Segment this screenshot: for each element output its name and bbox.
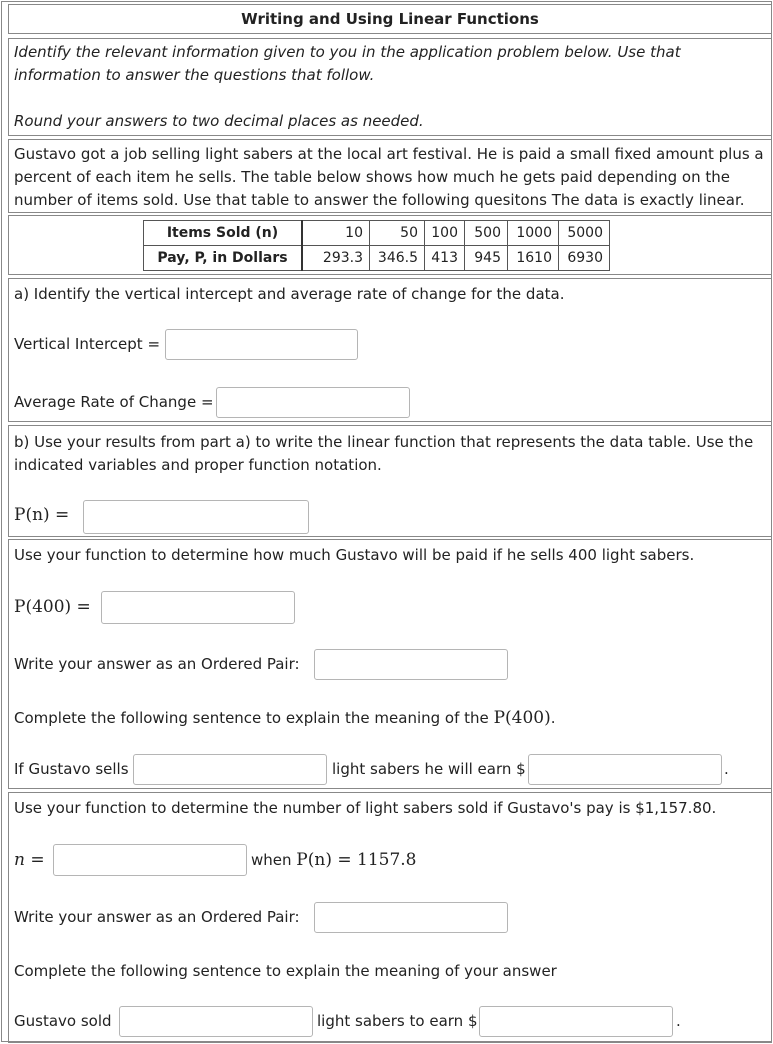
- sentence-prompt-math: P(400): [493, 708, 551, 728]
- function-input[interactable]: [83, 500, 309, 534]
- function-label: P(n) =: [14, 505, 70, 525]
- table-cell: 293.3: [302, 246, 370, 271]
- items-header: Items Sold (n): [144, 221, 303, 246]
- sentence-prompt-2: Complete the following sentence to explain the meaning of your answer: [14, 962, 557, 980]
- when-math: P(n) = 1157.8: [296, 850, 417, 870]
- sentence-prompt: [14, 708, 556, 728]
- table-cell: 945: [465, 246, 508, 271]
- sentence-period: .: [724, 760, 729, 778]
- page-title: Writing and Using Linear Functions: [241, 10, 539, 28]
- part-c-prompt: Use your function to determine how much Gustavo will be paid if he sells 400 light sabers.: [14, 546, 695, 564]
- instructions-section: [8, 38, 772, 136]
- earn-amount-input-2[interactable]: [479, 1006, 673, 1037]
- part-d-prompt: Use your function to determine the number of light sabers sold if Gustavo's pay is $1,157.80.: [14, 799, 717, 817]
- table-cell: 1610: [508, 246, 559, 271]
- instructions-text: Identify the relevant information given to you in the application problem below. Use that information to answer the questions that follow.: [14, 43, 681, 84]
- n-label: n =: [14, 850, 45, 870]
- p400-label: P(400) =: [14, 597, 91, 617]
- part-a-prompt: a) Identify the vertical intercept and average rate of change for the data.: [14, 285, 565, 303]
- part-d-section: [8, 792, 772, 1043]
- gustavo-sold-label: Gustavo sold: [14, 1012, 112, 1030]
- table-row: [144, 246, 610, 271]
- sentence-period-2: .: [676, 1012, 681, 1030]
- p400-input[interactable]: [101, 591, 295, 624]
- table-row: [144, 221, 610, 246]
- table-cell: 1000: [508, 221, 559, 246]
- problem-section: [8, 139, 772, 213]
- table-cell: 6930: [559, 246, 610, 271]
- ordered-pair-label: Write your answer as an Ordered Pair:: [14, 655, 300, 673]
- table-cell: 50: [370, 221, 425, 246]
- sells-count-input[interactable]: [133, 754, 327, 785]
- part-c-section: [8, 539, 772, 789]
- when-text: when: [251, 851, 292, 869]
- vertical-intercept-input[interactable]: [165, 329, 358, 360]
- table-cell: 10: [302, 221, 370, 246]
- earn-amount-input[interactable]: [528, 754, 722, 785]
- table-cell: 5000: [559, 221, 610, 246]
- table-cell: 346.5: [370, 246, 425, 271]
- will-earn-label: light sabers he will earn $: [332, 760, 526, 778]
- data-table: [143, 220, 610, 271]
- ordered-pair-input-1[interactable]: [314, 649, 508, 680]
- table-section: [8, 215, 772, 275]
- round-note: Round your answers to two decimal places as needed.: [14, 112, 424, 130]
- ordered-pair-label-2: Write your answer as an Ordered Pair:: [14, 908, 300, 926]
- sentence-prompt-end: .: [550, 709, 556, 727]
- when-label: [251, 850, 416, 870]
- table-cell: 413: [425, 246, 465, 271]
- table-cell: 500: [465, 221, 508, 246]
- part-b-section: [8, 425, 772, 537]
- part-a-section: [8, 278, 772, 422]
- problem-text: Gustavo got a job selling light sabers at the local art festival. He is paid a small fixed amount plus a percent of each item he sells. The table below shows how much he gets paid depending on the number of items sold. Use that table to answer the following quesitons The data is exactly linear.: [14, 145, 764, 209]
- title-section: [8, 4, 772, 34]
- rate-of-change-label: Average Rate of Change =: [14, 393, 214, 411]
- sentence-prompt-text: Complete the following sentence to explain the meaning of the: [14, 709, 489, 727]
- worksheet: [1, 1, 772, 1042]
- part-b-prompt: b) Use your results from part a) to write the linear function that represents the data table. Use the indicated variables and proper function notation.: [14, 433, 754, 474]
- to-earn-label: light sabers to earn $: [317, 1012, 478, 1030]
- if-sells-label: If Gustavo sells: [14, 760, 129, 778]
- pay-header: Pay, P, in Dollars: [144, 246, 303, 271]
- vertical-intercept-label: Vertical Intercept =: [14, 335, 161, 353]
- table-cell: 100: [425, 221, 465, 246]
- ordered-pair-input-2[interactable]: [314, 902, 508, 933]
- n-input[interactable]: [53, 844, 247, 876]
- sold-count-input[interactable]: [119, 1006, 313, 1037]
- rate-of-change-input[interactable]: [216, 387, 410, 418]
